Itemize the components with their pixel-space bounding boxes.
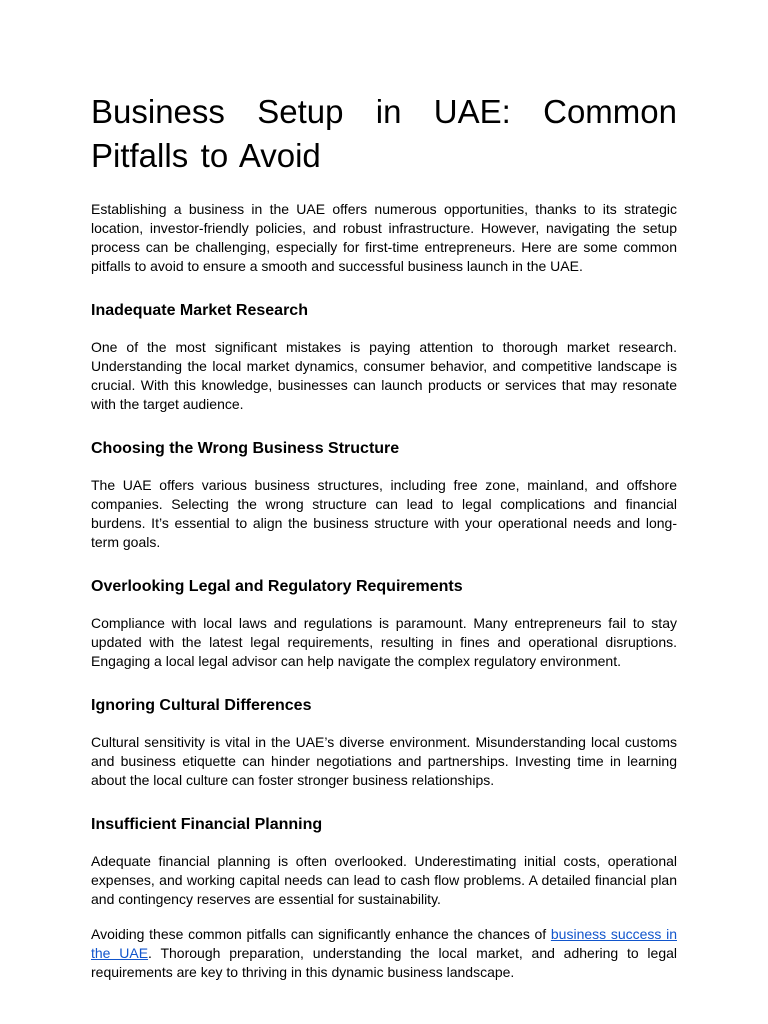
section-heading-legal-requirements: Overlooking Legal and Regulatory Requirements [91, 578, 463, 595]
conclusion-paragraph [91, 925, 677, 982]
page-title: Business Setup in UAE: Common Pitfalls to Avoid [91, 93, 677, 174]
section-body-legal-requirements: Compliance with local laws and regulations is paramount. Many entrepreneurs fail to stay updated with the latest legal requirements, resulting in fines and operational disruptions. Engaging a local legal advisor can help navigate the complex regulatory environment. [91, 615, 677, 669]
section-body-market-research: One of the most significant mistakes is paying attention to thorough market research. Understanding the local market dynamics, consumer behavior, and competitive landscape is crucial. With this knowledge, businesses can launch products or services that may resonate with the target audience. [91, 339, 677, 412]
section-heading-business-structure: Choosing the Wrong Business Structure [91, 440, 400, 457]
section-body-business-structure: The UAE offers various business structures, including free zone, mainland, and offshore companies. Selecting the wrong structure can lead to legal complications and financial burdens. It’s essential to align the business structure with your operational needs and long-term goals. [91, 477, 677, 550]
document-page [91, 90, 677, 982]
section-body-cultural-differences: Cultural sensitivity is vital in the UAE’s diverse environment. Misunderstanding local customs and business etiquette can hinder negotiations and partnerships. Investing time in learning about the local culture can foster stronger business relationships. [91, 734, 677, 788]
section-heading-financial-planning: Insufficient Financial Planning [91, 816, 323, 833]
intro-paragraph: Establishing a business in the UAE offers numerous opportunities, thanks to its strategic location, investor-friendly policies, and robust infrastructure. However, navigating the setup process can be challenging, especially for first-time entrepreneurs. Here are some common pitfalls to avoid to ensure a smooth and successful business launch in the UAE. [91, 201, 677, 274]
section-heading-cultural-differences: Ignoring Cultural Differences [91, 697, 312, 714]
section-body-financial-planning: Adequate financial planning is often overlooked. Underestimating initial costs, operational expenses, and working capital needs can lead to cash flow problems. A detailed financial plan and contingency reserves are essential for sustainability. [91, 853, 677, 907]
business-success-link[interactable]: business success in the UAE [91, 926, 677, 961]
conclusion-text-before-link: Avoiding these common pitfalls can significantly enhance the chances of [91, 926, 551, 942]
section-heading-market-research: Inadequate Market Research [91, 302, 308, 319]
conclusion-text-after-link: . Thorough preparation, understanding the local market, and adhering to legal requirements are key to thriving in this dynamic business landscape. [91, 945, 678, 980]
